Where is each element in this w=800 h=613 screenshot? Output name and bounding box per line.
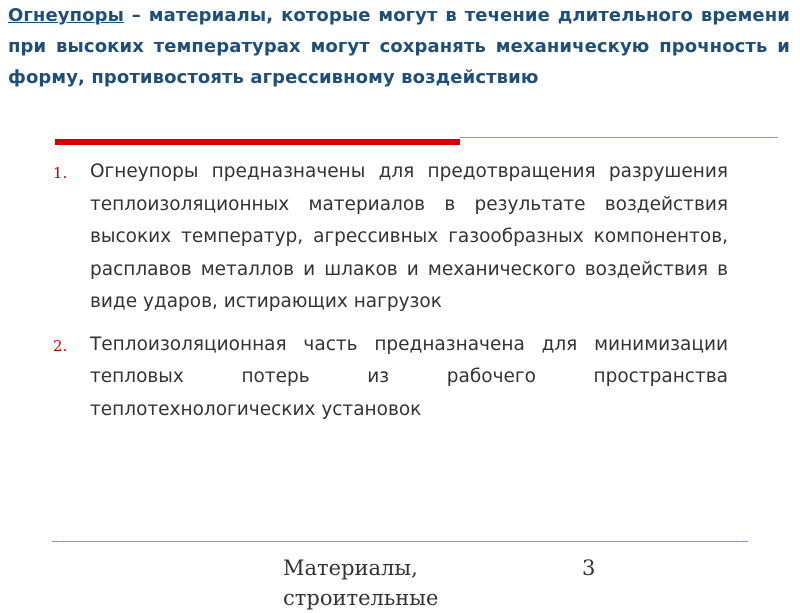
footer-text-line-2: строительные	[283, 586, 439, 610]
footer-text	[283, 553, 438, 613]
title-divider-line	[460, 137, 778, 138]
footer-divider-line	[52, 541, 748, 542]
list-item	[40, 329, 728, 427]
list-item	[40, 156, 728, 319]
title-definition: – материалы, которые могут в течение длительного времени при высоких температурах могут сохранять механическую прочность и форму, противостоять агрессивному воздействию	[8, 5, 790, 88]
page-number: 3	[582, 556, 596, 580]
list-item-text: Огнеупоры предназначены для предотвращения разрушения теплоизоляционных материалов в результате воздействия высоких температур, агрессивных газообразных компонентов, расплавов металлов и шлаков и механического воздействия в виде ударов, истирающих нагрузок	[90, 161, 728, 312]
list-item-number: 1.	[53, 164, 68, 182]
title-term: Огнеупоры	[8, 5, 124, 26]
list-item-number: 2.	[53, 336, 68, 355]
slide-title	[8, 0, 790, 93]
content-list	[40, 156, 728, 436]
title-accent-rule	[55, 139, 460, 145]
list-item-text: Теплоизоляционная часть предназначена для минимизации тепловых потерь из рабочего пространства теплотехнологических установок	[90, 333, 728, 420]
footer-text-line-1: Материалы,	[283, 556, 418, 580]
